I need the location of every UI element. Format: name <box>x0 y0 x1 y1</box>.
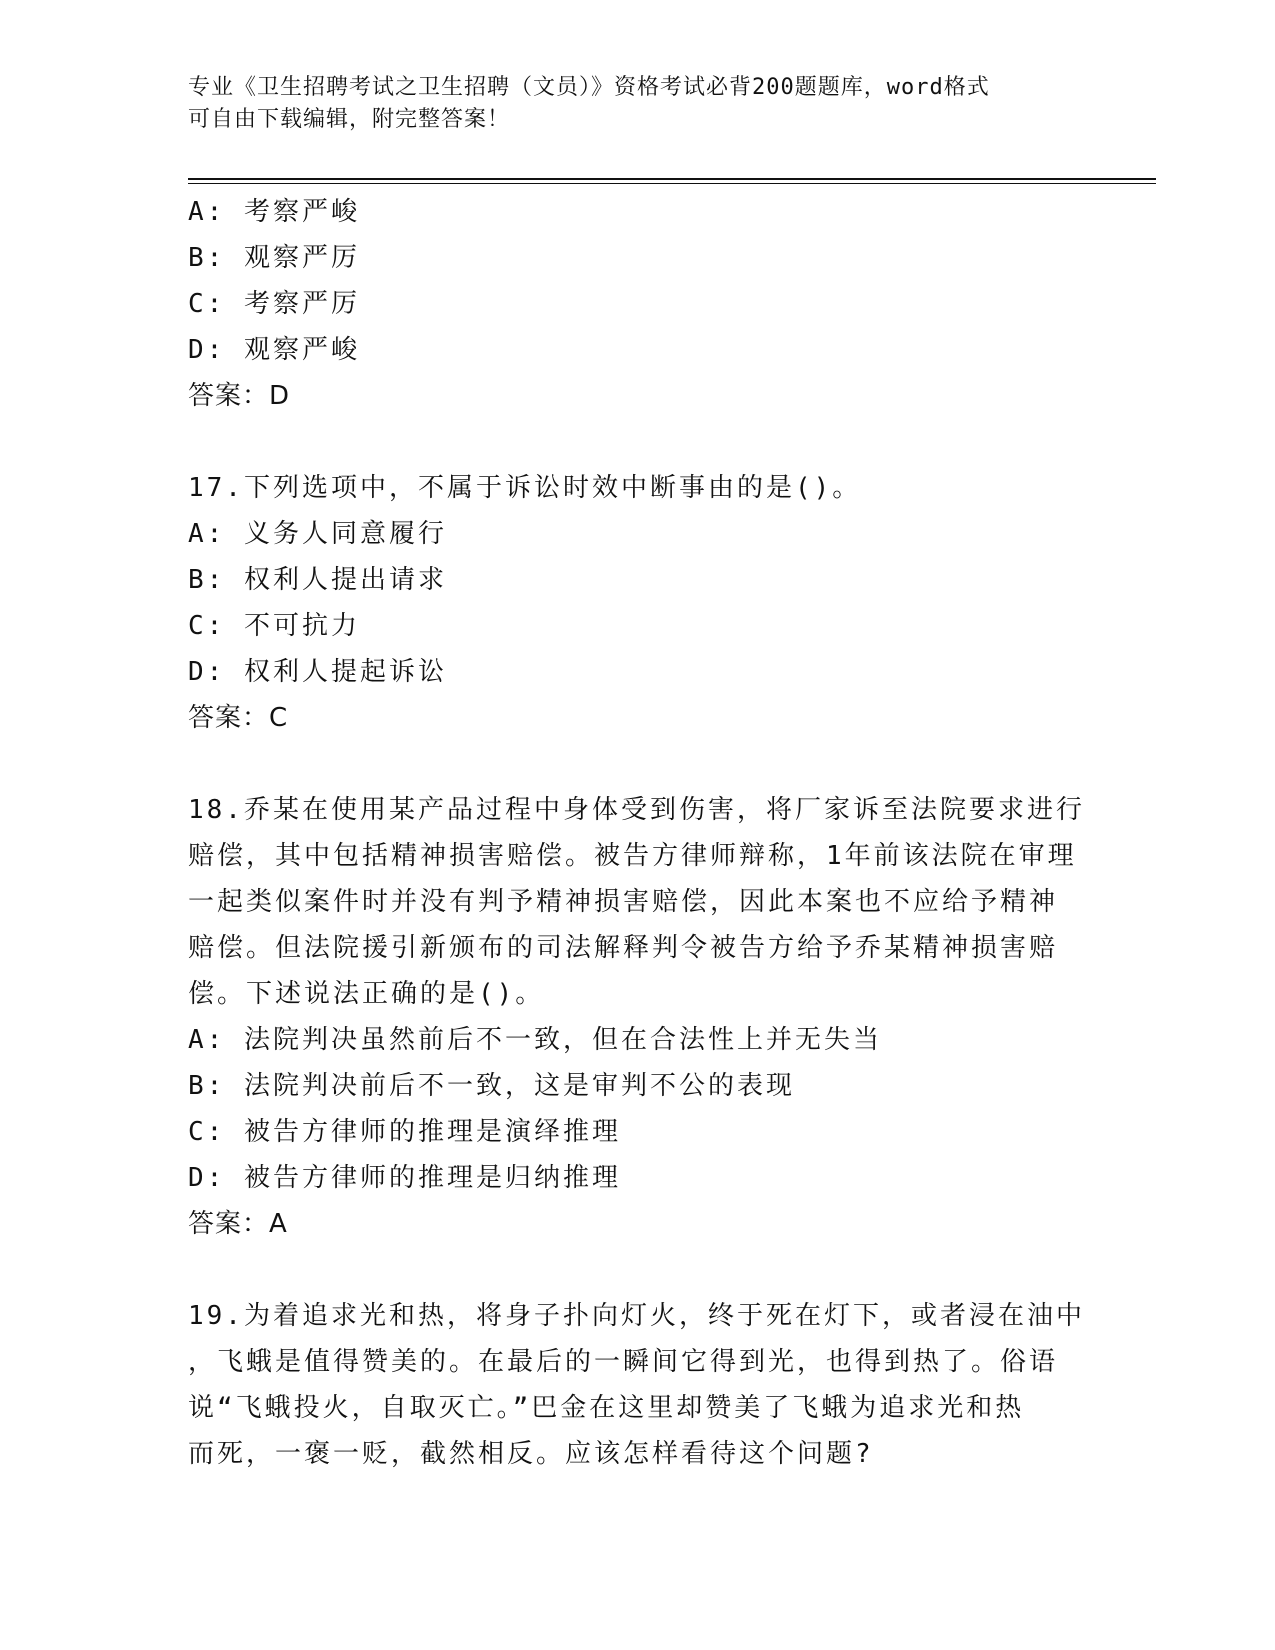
option-a: A: 考察严峻 <box>188 197 360 227</box>
answer: 答案：D <box>188 381 291 411</box>
question-stem-line: 说“飞蛾投火，自取灭亡。”巴金在这里却赞美了飞蛾为追求光和热 <box>188 1393 1025 1423</box>
question-16 <box>188 189 1088 419</box>
option-c: C: 被告方律师的推理是演绎推理 <box>188 1117 621 1147</box>
question-stem-line: ，飞蛾是值得赞美的。在最后的一瞬间它得到光，也得到热了。俗语 <box>188 1347 1059 1377</box>
spacer <box>188 741 1088 787</box>
question-stem-line: 赔偿，其中包括精神损害赔偿。被告方律师辩称，1年前该法院在审理 <box>188 841 1077 871</box>
header-line-1: 专业《卫生招聘考试之卫生招聘（文员）》资格考试必背200题题库，word格式 <box>188 75 990 100</box>
header-divider-thick <box>188 178 1156 180</box>
question-stem-line: 19.为着追求光和热，将身子扑向灯火，终于死在灯下，或者浸在油中 <box>188 1301 1085 1331</box>
spacer <box>188 419 1088 465</box>
option-c: C: 不可抗力 <box>188 611 360 641</box>
option-c: C: 考察严厉 <box>188 289 360 319</box>
question-stem-line: 偿。下述说法正确的是()。 <box>188 979 545 1009</box>
header-line-2: 可自由下载编辑，附完整答案！ <box>188 107 511 132</box>
option-b: B: 观察严厉 <box>188 243 360 273</box>
question-17 <box>188 465 1088 741</box>
question-stem-line: 一起类似案件时并没有判予精神损害赔偿，因此本案也不应给予精神 <box>188 887 1059 917</box>
spacer <box>188 1247 1088 1293</box>
option-a: A: 法院判决虽然前后不一致，但在合法性上并无失当 <box>188 1025 882 1055</box>
header-divider-thin <box>188 183 1156 184</box>
question-stem: 17.下列选项中，不属于诉讼时效中断事由的是()。 <box>188 473 862 503</box>
document-header <box>188 72 1088 136</box>
option-b: B: 权利人提出请求 <box>188 565 447 595</box>
answer: 答案：C <box>188 703 289 733</box>
option-d: D: 观察严峻 <box>188 335 360 365</box>
option-a: A: 义务人同意履行 <box>188 519 447 549</box>
question-stem-line: 赔偿。但法院援引新颁布的司法解释判令被告方给予乔某精神损害赔 <box>188 933 1059 963</box>
question-list <box>188 189 1088 1477</box>
answer: 答案：A <box>188 1209 288 1239</box>
question-19 <box>188 1293 1088 1477</box>
option-b: B: 法院判决前后不一致，这是审判不公的表现 <box>188 1071 795 1101</box>
question-stem-line: 18.乔某在使用某产品过程中身体受到伤害，将厂家诉至法院要求进行 <box>188 795 1085 825</box>
option-d: D: 被告方律师的推理是归纳推理 <box>188 1163 621 1193</box>
question-18 <box>188 787 1088 1247</box>
option-d: D: 权利人提起诉讼 <box>188 657 447 687</box>
question-stem-line: 而死，一褒一贬，截然相反。应该怎样看待这个问题? <box>188 1439 874 1469</box>
